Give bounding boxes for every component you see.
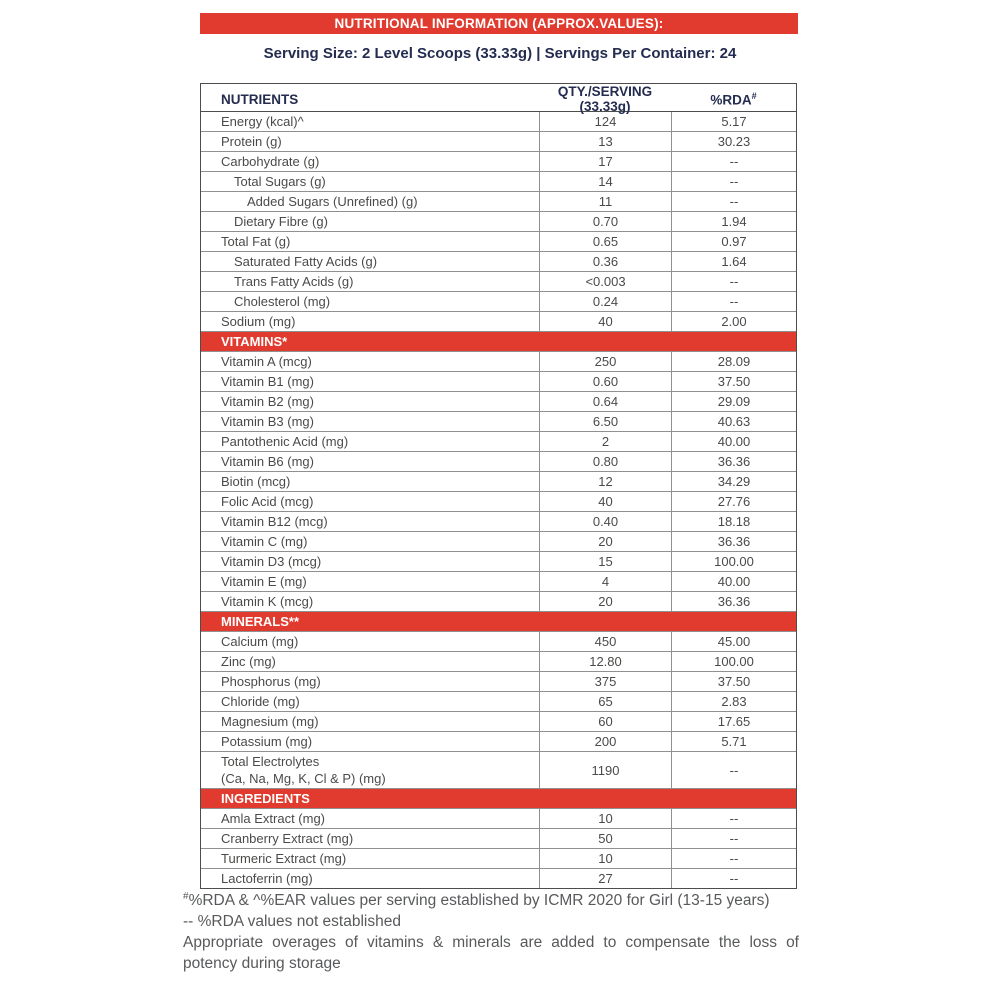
rda-percent-value: 2.83 xyxy=(671,692,796,711)
nutrient-label: Zinc (mg) xyxy=(221,654,276,669)
nutrient-label: Folic Acid (mcg) xyxy=(221,494,314,509)
nutrient-label: Energy (kcal)^ xyxy=(221,114,304,129)
table-row xyxy=(201,671,796,691)
rda-percent-value: 40.63 xyxy=(671,412,796,431)
qty-per-serving-value: 15 xyxy=(539,552,671,571)
rda-percent-value: -- xyxy=(671,192,796,211)
qty-per-serving-value: 60 xyxy=(539,712,671,731)
table-row xyxy=(201,631,796,651)
header-nutrients: NUTRIENTS xyxy=(221,91,299,107)
table-row xyxy=(201,411,796,431)
rda-percent-value: -- xyxy=(671,752,796,788)
nutrient-label: Vitamin D3 (mcg) xyxy=(221,554,322,569)
table-row xyxy=(201,151,796,171)
table-row xyxy=(201,271,796,291)
table-row xyxy=(201,808,796,828)
table-row xyxy=(201,431,796,451)
header-rda-text: %RDA xyxy=(710,92,752,108)
table-row xyxy=(201,351,796,371)
table-row xyxy=(201,391,796,411)
footnote-rda-ear-text: %RDA & ^%EAR values per serving established by ICMR 2020 for Girl (13-15 years) xyxy=(188,892,770,910)
rda-percent-value: 40.00 xyxy=(671,432,796,451)
footnote-rda-ear xyxy=(183,886,799,911)
section-header-row: INGREDIENTS xyxy=(201,788,796,808)
rda-percent-value: -- xyxy=(671,292,796,311)
qty-per-serving-value: 0.40 xyxy=(539,512,671,531)
qty-per-serving-value: 20 xyxy=(539,532,671,551)
nutrient-label: Phosphorus (mg) xyxy=(221,674,321,689)
qty-per-serving-value: 450 xyxy=(539,632,671,651)
qty-per-serving-value: 0.60 xyxy=(539,372,671,391)
rda-percent-value: 37.50 xyxy=(671,672,796,691)
qty-per-serving-value: 10 xyxy=(539,849,671,868)
nutrient-label: Chloride (mg) xyxy=(221,694,300,709)
rda-percent-value: -- xyxy=(671,172,796,191)
qty-per-serving-value: 12 xyxy=(539,472,671,491)
qty-per-serving-value: 0.64 xyxy=(539,392,671,411)
qty-per-serving-value: 250 xyxy=(539,352,671,371)
table-row xyxy=(201,471,796,491)
qty-per-serving-value: 50 xyxy=(539,829,671,848)
footnote-overages: Appropriate overages of vitamins & minerals are added to compensate the loss of potency during storage xyxy=(183,934,799,973)
nutrient-label: Vitamin B2 (mg) xyxy=(221,394,314,409)
table-row xyxy=(201,191,796,211)
nutrient-label: Amla Extract (mg) xyxy=(221,811,326,826)
table-row xyxy=(201,828,796,848)
table-row xyxy=(201,651,796,671)
section-header-row: VITAMINS* xyxy=(201,331,796,351)
footnote-not-established: -- %RDA values not established xyxy=(183,913,401,931)
table-row xyxy=(201,291,796,311)
rda-percent-value: -- xyxy=(671,849,796,868)
nutrient-label: Vitamin B3 (mg) xyxy=(221,414,314,429)
rda-percent-value: 18.18 xyxy=(671,512,796,531)
rda-percent-value: 28.09 xyxy=(671,352,796,371)
qty-per-serving-value: 17 xyxy=(539,152,671,171)
table-row xyxy=(201,131,796,151)
section-header-row: MINERALS** xyxy=(201,611,796,631)
nutrient-label: Sodium (mg) xyxy=(221,314,296,329)
table-row xyxy=(201,591,796,611)
table-row xyxy=(201,491,796,511)
nutrition-table xyxy=(200,83,797,889)
nutrient-label: Vitamin B12 (mcg) xyxy=(221,514,328,529)
serving-size-line: Serving Size: 2 Level Scoops (33.33g) | Servings Per Container: 24 xyxy=(263,45,737,62)
table-row xyxy=(201,731,796,751)
nutrient-label: Pantothenic Acid (mg) xyxy=(221,434,349,449)
footnote-hash-superscript: # xyxy=(183,891,189,902)
rda-percent-value: -- xyxy=(671,869,796,888)
qty-per-serving-value: 0.70 xyxy=(539,212,671,231)
qty-per-serving-value: 13 xyxy=(539,132,671,151)
rda-percent-value: 1.94 xyxy=(671,212,796,231)
nutrient-label: Magnesium (mg) xyxy=(221,714,319,729)
rda-percent-value: 29.09 xyxy=(671,392,796,411)
rda-percent-value: 100.00 xyxy=(671,552,796,571)
qty-per-serving-value: 0.65 xyxy=(539,232,671,251)
qty-per-serving-value: 14 xyxy=(539,172,671,191)
qty-per-serving-value: <0.003 xyxy=(539,272,671,291)
qty-per-serving-value: 375 xyxy=(539,672,671,691)
table-row xyxy=(201,848,796,868)
nutrient-label: Total Sugars (g) xyxy=(234,174,326,189)
table-row xyxy=(201,171,796,191)
nutrient-label: Cranberry Extract (mg) xyxy=(221,831,354,846)
nutrient-label: Turmeric Extract (mg) xyxy=(221,851,347,866)
table-row xyxy=(201,371,796,391)
table-row xyxy=(201,211,796,231)
rda-percent-value: 17.65 xyxy=(671,712,796,731)
table-row xyxy=(201,251,796,271)
table-row xyxy=(201,231,796,251)
rda-percent-value: 1.64 xyxy=(671,252,796,271)
table-header-row xyxy=(201,84,796,112)
rda-percent-value: 40.00 xyxy=(671,572,796,591)
qty-per-serving-value: 1190 xyxy=(539,752,671,788)
table-row xyxy=(201,311,796,331)
nutrient-label: Dietary Fibre (g) xyxy=(234,214,328,229)
qty-per-serving-value: 0.24 xyxy=(539,292,671,311)
rda-percent-value: 0.97 xyxy=(671,232,796,251)
rda-percent-value: 2.00 xyxy=(671,312,796,331)
qty-per-serving-value: 27 xyxy=(539,869,671,888)
table-row xyxy=(201,551,796,571)
rda-percent-value: 5.17 xyxy=(671,112,796,131)
footnotes-block xyxy=(183,886,799,974)
title-text: NUTRITIONAL INFORMATION (APPROX.VALUES): xyxy=(334,16,664,31)
nutrient-label: Vitamin C (mg) xyxy=(221,534,308,549)
table-row xyxy=(201,571,796,591)
nutrient-label: Lactoferrin (mg) xyxy=(221,871,313,886)
table-row xyxy=(201,531,796,551)
qty-per-serving-value: 65 xyxy=(539,692,671,711)
table-row xyxy=(201,691,796,711)
qty-per-serving-value: 2 xyxy=(539,432,671,451)
rda-percent-value: 30.23 xyxy=(671,132,796,151)
table-row xyxy=(201,868,796,888)
qty-per-serving-value: 124 xyxy=(539,112,671,131)
table-row xyxy=(201,112,796,131)
nutrient-label: Protein (g) xyxy=(221,134,282,149)
rda-percent-value: 36.36 xyxy=(671,452,796,471)
rda-percent-value: 34.29 xyxy=(671,472,796,491)
nutrient-label: Total Fat (g) xyxy=(221,234,291,249)
qty-per-serving-value: 40 xyxy=(539,492,671,511)
table-row xyxy=(201,711,796,731)
rda-percent-value: 5.71 xyxy=(671,732,796,751)
table-row xyxy=(201,451,796,471)
qty-per-serving-value: 200 xyxy=(539,732,671,751)
nutrient-label: Vitamin B1 (mg) xyxy=(221,374,314,389)
rda-percent-value: 37.50 xyxy=(671,372,796,391)
rda-percent-value: 100.00 xyxy=(671,652,796,671)
rda-percent-value: 45.00 xyxy=(671,632,796,651)
nutrient-label: Saturated Fatty Acids (g) xyxy=(234,254,378,269)
qty-per-serving-value: 0.80 xyxy=(539,452,671,471)
rda-percent-value: -- xyxy=(671,809,796,828)
rda-percent-value: 36.36 xyxy=(671,592,796,611)
nutrient-label: Biotin (mcg) xyxy=(221,474,291,489)
nutrient-label: Calcium (mg) xyxy=(221,634,299,649)
nutrient-label: Added Sugars (Unrefined) (g) xyxy=(247,194,418,209)
qty-per-serving-value: 11 xyxy=(539,192,671,211)
rda-percent-value: -- xyxy=(671,272,796,291)
nutrient-label: Cholesterol (mg) xyxy=(234,294,331,309)
nutrient-label: Potassium (mg) xyxy=(221,734,313,749)
rda-percent-value: -- xyxy=(671,152,796,171)
nutrient-label: Vitamin E (mg) xyxy=(221,574,307,589)
title-bar xyxy=(200,13,798,34)
nutrient-label: Vitamin K (mcg) xyxy=(221,594,314,609)
qty-per-serving-value: 6.50 xyxy=(539,412,671,431)
rda-percent-value: 27.76 xyxy=(671,492,796,511)
nutrient-label: Carbohydrate (g) xyxy=(221,154,320,169)
table-row xyxy=(201,511,796,531)
rda-percent-value: 36.36 xyxy=(671,532,796,551)
nutrient-label: Trans Fatty Acids (g) xyxy=(234,274,354,289)
qty-per-serving-value: 12.80 xyxy=(539,652,671,671)
qty-per-serving-value: 20 xyxy=(539,592,671,611)
qty-per-serving-value: 4 xyxy=(539,572,671,591)
table-body xyxy=(201,112,796,888)
header-rda xyxy=(671,91,796,108)
header-qty-per-serving: QTY./SERVING (33.33g) xyxy=(557,84,653,114)
qty-per-serving-value: 10 xyxy=(539,809,671,828)
qty-per-serving-value: 0.36 xyxy=(539,252,671,271)
header-rda-superscript: # xyxy=(751,90,757,101)
qty-per-serving-value: 40 xyxy=(539,312,671,331)
rda-percent-value: -- xyxy=(671,829,796,848)
nutrient-label: Vitamin A (mcg) xyxy=(221,354,312,369)
table-row xyxy=(201,751,796,788)
nutrient-label: Vitamin B6 (mg) xyxy=(221,454,314,469)
nutrient-label: Total Electrolytes (Ca, Na, Mg, K, Cl & P) (mg) xyxy=(221,754,386,786)
